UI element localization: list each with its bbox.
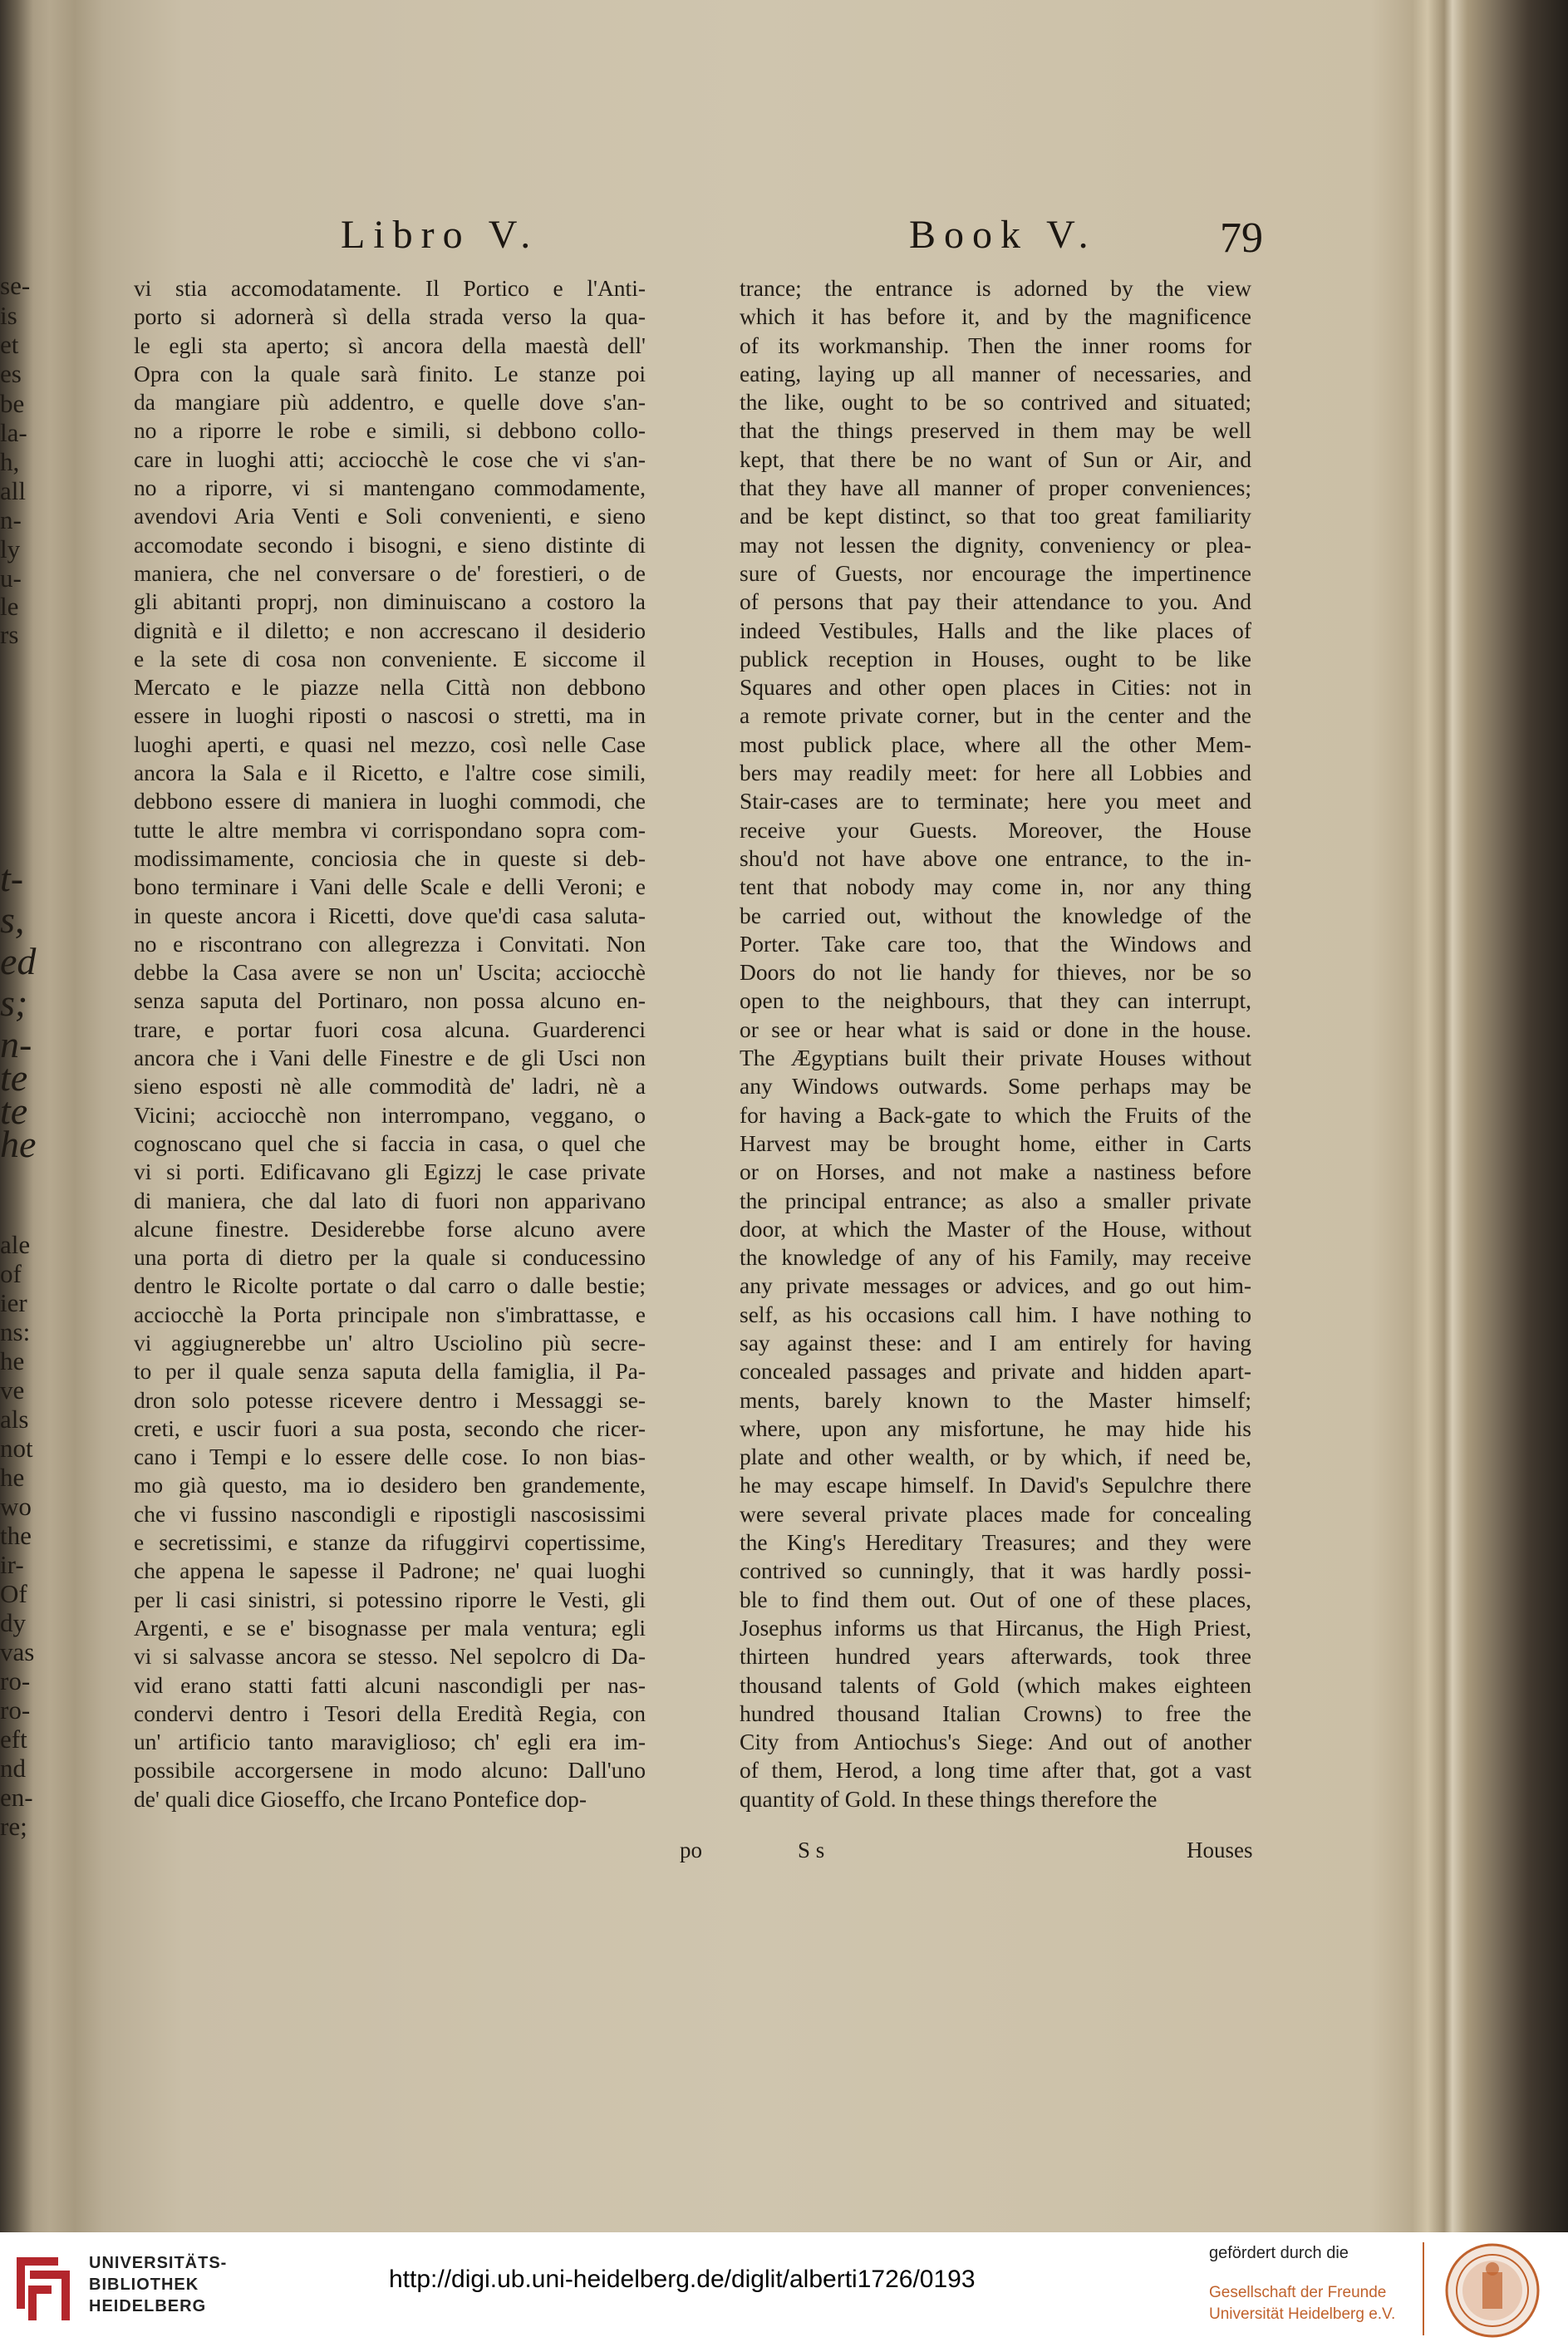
margin-fragment: ir- bbox=[0, 1550, 24, 1579]
english-text-line: may not lessen the dignity, conveniency or plea- bbox=[740, 531, 1251, 558]
university-library-logo bbox=[10, 2251, 76, 2327]
margin-fragment: ed bbox=[0, 940, 37, 982]
italian-text-line: vid erano statti fatti alcuni nascondigli per nas- bbox=[134, 1671, 646, 1698]
italian-text-line: che appena le sapesse il Padrone; ne' quai luoghi bbox=[134, 1557, 646, 1584]
english-text-line: quantity of Gold. In these things therefore the bbox=[740, 1785, 1158, 1812]
margin-fragment: en- bbox=[0, 1783, 33, 1812]
italian-text-line: vi stia accomodatamente. Il Portico e l'Anti- bbox=[134, 275, 646, 301]
english-text-line: City from Antiochus's Siege: And out of another bbox=[740, 1729, 1251, 1755]
italian-text-line: trare, e portar fuori cosa alcuna. Guarderenci bbox=[134, 1016, 646, 1042]
english-text-line: Harvest may be brought home, either in Carts bbox=[740, 1129, 1251, 1156]
margin-fragment: s, bbox=[0, 898, 25, 941]
margin-fragment: is bbox=[0, 301, 17, 330]
english-text-line: for having a Back-gate to which the Fruits of the bbox=[740, 1101, 1251, 1128]
italian-text-line: vi si porti. Edificavano gli Egizzj le case private bbox=[134, 1159, 646, 1185]
margin-fragment: ro- bbox=[0, 1695, 31, 1725]
english-text-line: say against these: and I am entirely for having bbox=[740, 1329, 1251, 1356]
english-text-line: any private messages or advices, and go out him- bbox=[740, 1272, 1251, 1299]
english-text-line: most publick place, where all the other Mem- bbox=[740, 731, 1251, 757]
margin-fragment: t- bbox=[0, 857, 24, 899]
english-text-line: the principal entrance; as also a smaller private bbox=[740, 1187, 1251, 1213]
english-text-line: bers may readily meet: for here all Lobbies and bbox=[740, 760, 1251, 786]
italian-text-line: acciocchè la Porta principale non s'imbrattasse, e bbox=[134, 1301, 646, 1327]
italian-text-line: cano i Tempi e lo essere delle cose. Io non bias- bbox=[134, 1444, 646, 1470]
margin-fragment: the bbox=[0, 1521, 32, 1550]
english-text-line: concealed passages and private and hidden apart- bbox=[740, 1358, 1251, 1385]
italian-text-line: ancora la Sala e il Ricetto, e l'altre cose simili, bbox=[134, 760, 646, 786]
margin-fragment: u- bbox=[0, 563, 22, 593]
italian-text-line: dentro le Ricolte portate o dal carro o dalle bestie; bbox=[134, 1272, 646, 1299]
page-number: 79 bbox=[1220, 214, 1263, 262]
italian-text-line: e la sete di cosa non conveniente. E siccome il bbox=[134, 645, 646, 672]
english-text-line: of them, Herod, a long time after that, got a vast bbox=[740, 1757, 1251, 1784]
english-text-line: ments, barely known to the Master himself; bbox=[740, 1386, 1251, 1413]
english-text-line: the like, ought to be so contrived and situated; bbox=[740, 389, 1251, 416]
italian-text-line: care in luoghi atti; acciocchè le cose che vi s'an- bbox=[134, 445, 646, 472]
margin-fragment: of bbox=[0, 1259, 22, 1288]
margin-fragment: re; bbox=[0, 1812, 27, 1841]
running-head-english: Book V. bbox=[909, 213, 1097, 257]
italian-text-line: le egli sta aperto; sì ancora della maestà dell' bbox=[134, 332, 646, 358]
english-text-line: plate and other wealth, or by which, if need be, bbox=[740, 1444, 1251, 1470]
italian-text-line: una porta di dietro per la quale si conducessino bbox=[134, 1244, 646, 1271]
margin-fragment: nd bbox=[0, 1754, 26, 1783]
margin-fragment: Of bbox=[0, 1579, 27, 1608]
library-name-line: UNIVERSITÄTS- bbox=[89, 2254, 228, 2272]
margin-fragment: h, bbox=[0, 447, 20, 476]
italian-text-line: dignità e il diletto; e non accrescano il desiderio bbox=[134, 617, 646, 643]
margin-fragment: vas bbox=[0, 1637, 35, 1666]
margin-fragment: be bbox=[0, 389, 25, 418]
sponsor-name-line: Gesellschaft der Freunde bbox=[1209, 2284, 1387, 2301]
margin-fragment: als bbox=[0, 1405, 29, 1434]
english-text-line: that they have all manner of proper conveniences; bbox=[740, 475, 1251, 501]
margin-fragment: ier bbox=[0, 1288, 27, 1317]
english-text-line: the knowledge of any of his Family, may receive bbox=[740, 1244, 1251, 1271]
library-name-line: BIBLIOTHEK bbox=[89, 2276, 199, 2294]
english-text-line: Doors do not lie handy for thieves, nor be so bbox=[740, 959, 1251, 986]
sponsor-divider bbox=[1423, 2242, 1424, 2335]
margin-fragment: wo bbox=[0, 1492, 32, 1521]
margin-fragment: ale bbox=[0, 1230, 31, 1259]
english-text-line: be carried out, without the knowledge of the bbox=[740, 902, 1251, 928]
english-text-line: publick reception in Houses, ought to be like bbox=[740, 645, 1251, 672]
italian-text-line: no a riporre le robe e simili, si debbono collo- bbox=[134, 417, 646, 444]
margin-fragment: s; bbox=[0, 982, 28, 1024]
italian-text-line: gli abitanti proprj, non diminuiscano a costoro la bbox=[134, 588, 646, 615]
italian-text-line: cognoscano quel che si faccia in casa, o quel che bbox=[134, 1129, 646, 1156]
margin-fragment: es bbox=[0, 359, 22, 388]
italian-text-line: modissimamente, conciosia che in queste si deb- bbox=[134, 844, 646, 871]
margin-fragment: ly bbox=[0, 534, 21, 563]
english-text-line: any Windows outwards. Some perhaps may be bbox=[740, 1073, 1251, 1100]
italian-text-line: e secretissimi, e stanze da rifuggirvi copertissime, bbox=[134, 1529, 646, 1556]
english-text-line: Stair-cases are to terminate; here you meet and bbox=[740, 788, 1251, 814]
english-text-line: Josephus informs us that Hircanus, the High Priest, bbox=[740, 1614, 1251, 1641]
margin-fragment: se- bbox=[0, 271, 31, 300]
english-text-line: or see or hear what is said or done in the house. bbox=[740, 1016, 1251, 1042]
margin-fragment: la- bbox=[0, 418, 27, 447]
margin-fragment: dy bbox=[0, 1608, 26, 1637]
italian-text-line: debbono essere di maniera in luoghi commodi, che bbox=[134, 788, 646, 814]
italian-text-line: Mercato e le piazze nella Città non debbono bbox=[134, 674, 646, 701]
italian-text-line: per li casi sinistri, si potessino riporre le Vesti, gli bbox=[134, 1586, 646, 1612]
english-text-line: or on Horses, and not make a nastiness before bbox=[740, 1159, 1251, 1185]
italian-text-line: alcune finestre. Desiderebbe forse alcuno avere bbox=[134, 1215, 646, 1242]
margin-fragment: he bbox=[0, 1463, 25, 1492]
english-text-line: where, upon any misfortune, he may hide his bbox=[740, 1415, 1251, 1441]
english-text-line: that the things preserved in them may be well bbox=[740, 417, 1251, 444]
english-text-line: hundred thousand Italian Crowns) to free the bbox=[740, 1700, 1251, 1726]
english-text-line: tent that nobody may come in, nor any thing bbox=[740, 873, 1251, 900]
permalink-url[interactable]: http://digi.ub.uni-heidelberg.de/diglit/alberti1726/0193 bbox=[389, 2266, 976, 2293]
italian-text-line: Vicini; acciocchè non interrompano, veggano, o bbox=[134, 1101, 646, 1128]
italian-text-line: maniera, che nel conversare o de' forestieri, o de bbox=[134, 559, 646, 586]
catchword-italian: po bbox=[680, 1838, 702, 1862]
library-name-line: HEIDELBERG bbox=[89, 2297, 207, 2315]
english-text-line: trance; the entrance is adorned by the view bbox=[740, 275, 1251, 301]
english-text-line: a remote private corner, but in the center and the bbox=[740, 702, 1251, 729]
english-text-line: of its workmanship. Then the inner rooms for bbox=[740, 332, 1251, 358]
italian-text-line: che vi fussino nascondigli e ripostigli nascosissimi bbox=[134, 1500, 646, 1527]
italian-text-line: da mangiare più addentro, e quelle dove s'an- bbox=[134, 389, 646, 416]
english-text-line: the King's Hereditary Treasures; and they were bbox=[740, 1529, 1251, 1556]
margin-fragment: et bbox=[0, 330, 19, 359]
italian-text-line: de' quali dice Gioseffo, che Ircano Pontefice dop- bbox=[134, 1785, 587, 1812]
english-text-line: kept, that there be no want of Sun or Air, and bbox=[740, 445, 1251, 472]
margin-fragment: eft bbox=[0, 1725, 27, 1754]
italian-text-line: no a riporre, vi si mantengano commodamente, bbox=[134, 475, 646, 501]
margin-fragment: he bbox=[0, 1346, 25, 1375]
italian-text-line: avendovi Aria Venti e Soli convenienti, e sieno bbox=[134, 503, 646, 529]
italian-text-line: vi aggiugnerebbe un' altro Usciolino più secre- bbox=[134, 1329, 646, 1356]
italian-text-line: tutte le altre membra vi corrispondano sopra com- bbox=[134, 816, 646, 843]
english-text-line: The Ægyptians built their private Houses without bbox=[740, 1045, 1251, 1071]
english-text-line: and be kept distinct, so that too great familiarity bbox=[740, 503, 1251, 529]
italian-text-line: porto si adornerà sì della strada verso la qua- bbox=[134, 303, 646, 330]
italian-text-line: Opra con la quale sarà finito. Le stanze poi bbox=[134, 360, 646, 386]
margin-fragment: te bbox=[0, 1056, 28, 1099]
margin-fragment: ns: bbox=[0, 1317, 31, 1346]
english-text-line: door, at which the Master of the House, without bbox=[740, 1215, 1251, 1242]
margin-fragment: he bbox=[0, 1123, 37, 1165]
italian-text-column bbox=[134, 274, 646, 1813]
italian-text-line: luoghi aperti, e quasi nel mezzo, così nelle Case bbox=[134, 731, 646, 757]
running-head-italian: Libro V. bbox=[341, 213, 539, 257]
italian-text-line: creti, e uscir fuori a sua posta, secondo che ricer- bbox=[134, 1415, 646, 1441]
english-text-line: open to the neighbours, that they can interrupt, bbox=[740, 987, 1251, 1014]
english-text-line: he may escape himself. In David's Sepulchre there bbox=[740, 1472, 1251, 1498]
italian-text-line: senza saputa del Portinaro, non possa alcuno en- bbox=[134, 987, 646, 1014]
italian-text-line: mo già questo, ma io desidero ben grandemente, bbox=[134, 1472, 646, 1498]
signature-mark: S s bbox=[798, 1838, 825, 1862]
english-text-line: of persons that pay their attendance to you. And bbox=[740, 588, 1251, 615]
english-text-line: thousand talents of Gold (which makes eighteen bbox=[740, 1671, 1251, 1698]
english-text-line: ble to find them out. Out of one of these places, bbox=[740, 1586, 1251, 1612]
sponsor-caption: gefördert durch die bbox=[1209, 2244, 1349, 2262]
english-text-line: shou'd not have above one entrance, to the in- bbox=[740, 844, 1251, 871]
italian-text-line: essere in luoghi riposti o nascosi o stretti, ma in bbox=[134, 702, 646, 729]
margin-fragment: n- bbox=[0, 505, 22, 534]
english-text-column bbox=[740, 274, 1251, 1813]
english-text-line: receive your Guests. Moreover, the House bbox=[740, 816, 1251, 843]
english-text-line: Porter. Take care too, that the Windows and bbox=[740, 930, 1251, 957]
italian-text-line: bono terminare i Vani delle Scale e delli Veroni; e bbox=[134, 873, 646, 900]
catchword-english: Houses bbox=[1187, 1838, 1253, 1862]
italian-text-line: in queste ancora i Ricetti, dove que'di casa saluta- bbox=[134, 902, 646, 928]
margin-fragment: te bbox=[0, 1090, 28, 1132]
margin-fragment: rs bbox=[0, 620, 19, 649]
english-text-line: were several private places made for concealing bbox=[740, 1500, 1251, 1527]
english-text-line: thirteen hundred years afterwards, took three bbox=[740, 1643, 1251, 1670]
margin-fragment: n- bbox=[0, 1023, 32, 1065]
italian-text-line: condervi dentro i Tesori della Eredità Regia, con bbox=[134, 1700, 646, 1726]
margin-fragment: ro- bbox=[0, 1666, 31, 1695]
margin-fragment: not bbox=[0, 1434, 33, 1463]
english-text-line: sure of Guests, nor encourage the impertinence bbox=[740, 559, 1251, 586]
italian-text-line: sieno esposti nè alle commodità de' ladri, nè a bbox=[134, 1073, 646, 1100]
english-text-line: which it has before it, and by the magnificence bbox=[740, 303, 1251, 330]
viewer-footer bbox=[0, 2232, 1568, 2347]
previous-page-edge bbox=[0, 0, 91, 2232]
italian-text-line: di maniera, che dal lato di fuori non apparivano bbox=[134, 1187, 646, 1213]
italian-text-line: vi si salvasse ancora se stesso. Nel sepolcro di Da- bbox=[134, 1643, 646, 1670]
margin-fragment: le bbox=[0, 592, 19, 621]
english-text-line: Squares and other open places in Cities: not in bbox=[740, 674, 1251, 701]
margin-fragment: ve bbox=[0, 1375, 25, 1405]
book-page bbox=[98, 0, 1428, 2232]
italian-text-line: to per il quale senza saputa della famiglia, il Pa- bbox=[134, 1358, 646, 1385]
italian-text-line: Argenti, e se e' bisognasse per mala ventura; egli bbox=[134, 1614, 646, 1641]
society-seal-icon bbox=[1444, 2242, 1541, 2339]
english-text-line: eating, laying up all manner of necessaries, and bbox=[740, 360, 1251, 386]
italian-text-line: debbe la Casa avere se non un' Uscita; acciocchè bbox=[134, 959, 646, 986]
sponsor-name-line: Universität Heidelberg e.V. bbox=[1209, 2305, 1396, 2323]
english-text-line: contrived so cunningly, that it was hardly possi- bbox=[740, 1557, 1251, 1584]
italian-text-line: possibile accorgersene in modo alcuno: Dall'uno bbox=[134, 1757, 646, 1784]
italian-text-line: accomodate secondo i bisogni, e sieno distinte di bbox=[134, 531, 646, 558]
italian-text-line: no e riscontrano con allegrezza i Convitati. Non bbox=[134, 930, 646, 957]
italian-text-line: un' artificio tanto maraviglioso; ch' egli era im- bbox=[134, 1729, 646, 1755]
italian-text-line: dron solo potesse ricevere dentro i Messaggi se- bbox=[134, 1386, 646, 1413]
italian-text-line: ancora che i Vani delle Finestre e de gli Usci non bbox=[134, 1045, 646, 1071]
english-text-line: self, as his occasions call him. I have nothing to bbox=[740, 1301, 1251, 1327]
margin-fragment: all bbox=[0, 476, 26, 505]
english-text-line: indeed Vestibules, Halls and the like places of bbox=[740, 617, 1251, 643]
